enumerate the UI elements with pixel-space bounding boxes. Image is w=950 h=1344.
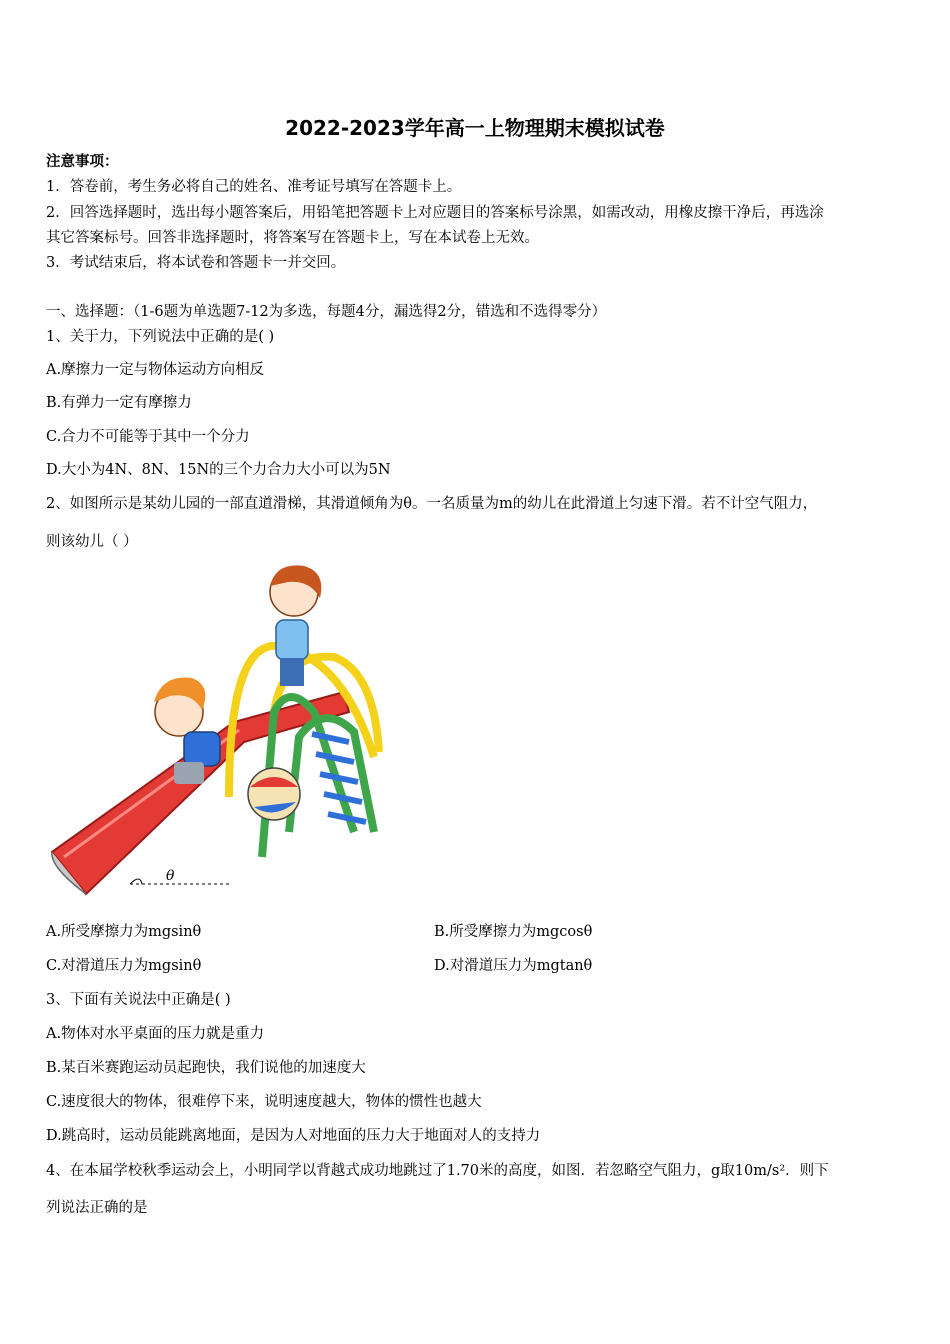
section-heading: 一、选择题：（1-6题为单选题7-12为多选，每题4分，漏选得2分，错选和不选得零分） [46,304,607,320]
q3-option-c: C.速度很大的物体，很难停下来，说明速度越大，物体的惯性也越大 [46,1094,482,1110]
q1-option-d: D.大小为4N、8N、15N的三个力合力大小可以为5N [46,462,391,478]
angle-theta-label: θ [166,868,175,884]
page-title: 2022-2023学年高一上物理期末模拟试卷 [285,116,665,140]
q4-stem-line1: 4、在本届学校秋季运动会上，小明同学以背越式成功地跳过了1.70米的高度，如图．若忽略空气阻力，g取10m/s²．则下 [46,1163,829,1179]
slide-illustration [44,562,389,902]
q1-option-c: C.合力不可能等于其中一个分力 [46,429,250,445]
q3-option-a: A.物体对水平桌面的压力就是重力 [46,1026,265,1042]
q4-stem-line2: 列说法正确的是 [46,1200,148,1216]
notice-item: 其它答案标号。回答非选择题时，将答案写在答题卡上，写在本试卷上无效。 [46,230,539,246]
q1-option-a: A.摩擦力一定与物体运动方向相反 [46,362,265,378]
q2-option-a: A.所受摩擦力为mgsinθ [46,924,202,940]
notice-heading: 注意事项： [46,153,119,170]
q3-stem: 3、下面有关说法中正确是( ) [46,992,231,1008]
q2-stem-line1: 2、如图所示是某幼儿园的一部直道滑梯，其滑道倾角为θ。一名质量为m的幼儿在此滑道上匀速下滑。若不计空气阻力， [46,496,818,512]
notice-item: 3．考试结束后，将本试卷和答题卡一并交回。 [46,255,346,271]
q1-stem: 1、关于力，下列说法中正确的是( ) [46,329,275,345]
q3-option-b: B.某百米赛跑运动员起跑快，我们说他的加速度大 [46,1060,366,1076]
notice-item: 1．答卷前，考生务必将自己的姓名、准考证号填写在答题卡上。 [46,179,462,195]
q2-stem-line2: 则该幼儿（ ） [46,534,138,550]
q3-option-d: D.跳高时，运动员能跳离地面，是因为人对地面的压力大于地面对人的支持力 [46,1128,541,1144]
notice-item: 2．回答选择题时，选出每小题答案后，用铅笔把答题卡上对应题目的答案标号涂黑，如需改动，用橡皮擦干净后，再选涂 [46,205,824,221]
q2-option-d: D.对滑道压力为mgtanθ [434,958,593,974]
q2-option-b: B.所受摩擦力为mgcosθ [434,924,593,940]
q2-option-c: C.对滑道压力为mgsinθ [46,958,202,974]
q1-option-b: B.有弹力一定有摩擦力 [46,395,192,411]
